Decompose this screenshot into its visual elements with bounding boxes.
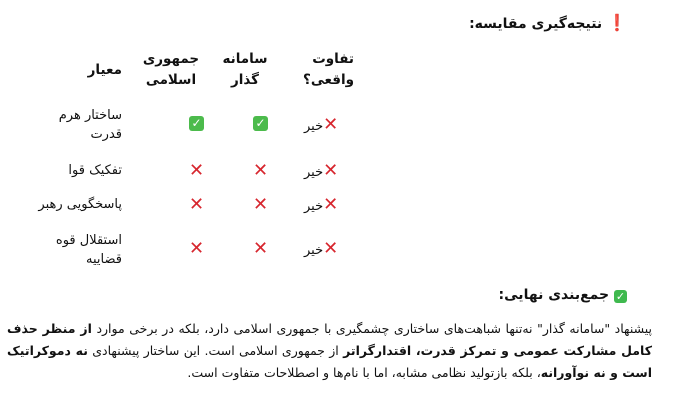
header-islamic-republic: جمهوری اسلامی <box>142 51 200 88</box>
header-criterion: معیار <box>87 62 122 78</box>
cross-icon: ✕ <box>253 160 269 181</box>
summary-bold-2: نه دموکراتیک است و نه نوآورانه <box>7 343 652 380</box>
cross-icon: ✕ <box>189 160 205 181</box>
row1-criterion: ساختار هرم قدرت <box>58 108 122 142</box>
final-summary-title: جمع‌بندی نهایی: <box>498 287 610 303</box>
row4-difference: ✕خیر <box>304 238 339 259</box>
check-icon: ✓ <box>253 116 268 131</box>
check-box-icon: ✓ <box>615 290 626 303</box>
row2-difference: ✕خیر <box>304 160 339 181</box>
row3-criterion: پاسخگویی رهبر <box>38 197 122 212</box>
summary-bold-1: از منظر حذف کامل مشارکت عمومی و تمرکز قدرت، اقتدارگراتر <box>7 321 652 358</box>
check-icon: ✓ <box>189 116 204 131</box>
cross-icon: ✕ <box>323 238 339 259</box>
row1-difference: ✕خیر <box>304 114 339 135</box>
cross-icon: ✕ <box>323 194 339 215</box>
final-summary-heading <box>499 287 627 303</box>
cross-icon: ✕ <box>323 114 339 135</box>
row3-difference: ✕خیر <box>304 194 339 215</box>
row4-criterion: استقلال قوه قضاییه <box>55 233 122 267</box>
cross-icon: ✕ <box>189 238 205 259</box>
comparison-conclusion-title: نتیجه‌گیری مقایسه: <box>469 16 603 32</box>
header-real-difference: تفاوت واقعی؟ <box>303 51 354 88</box>
cross-icon: ✕ <box>323 160 339 181</box>
header-samaneh-gozar: سامانه گذار <box>222 51 268 88</box>
cross-icon: ✕ <box>253 194 269 215</box>
exclamation-icon: ❗ <box>607 13 627 32</box>
summary-paragraph: پیشنهاد "سامانه گذار" نه‌تنها شباهت‌های ساختاری چشمگیری با جمهوری اسلامی دارد، بلکه در برخی موارد از منظر حذف کامل مشارکت عمومی و تمرکز قدرت، اقتدارگراتر از جمهوری اسلامی است. این ساختار پیشنهادی نه دموکراتیک است و نه نوآورانه، بلکه بازتولید نظامی مشابه، اما با نام‌ها و اصطلاحات متفاوت است. <box>7 321 652 380</box>
cross-icon: ✕ <box>253 238 269 259</box>
row2-criterion: تفکیک قوا <box>68 163 122 178</box>
cross-icon: ✕ <box>189 194 205 215</box>
